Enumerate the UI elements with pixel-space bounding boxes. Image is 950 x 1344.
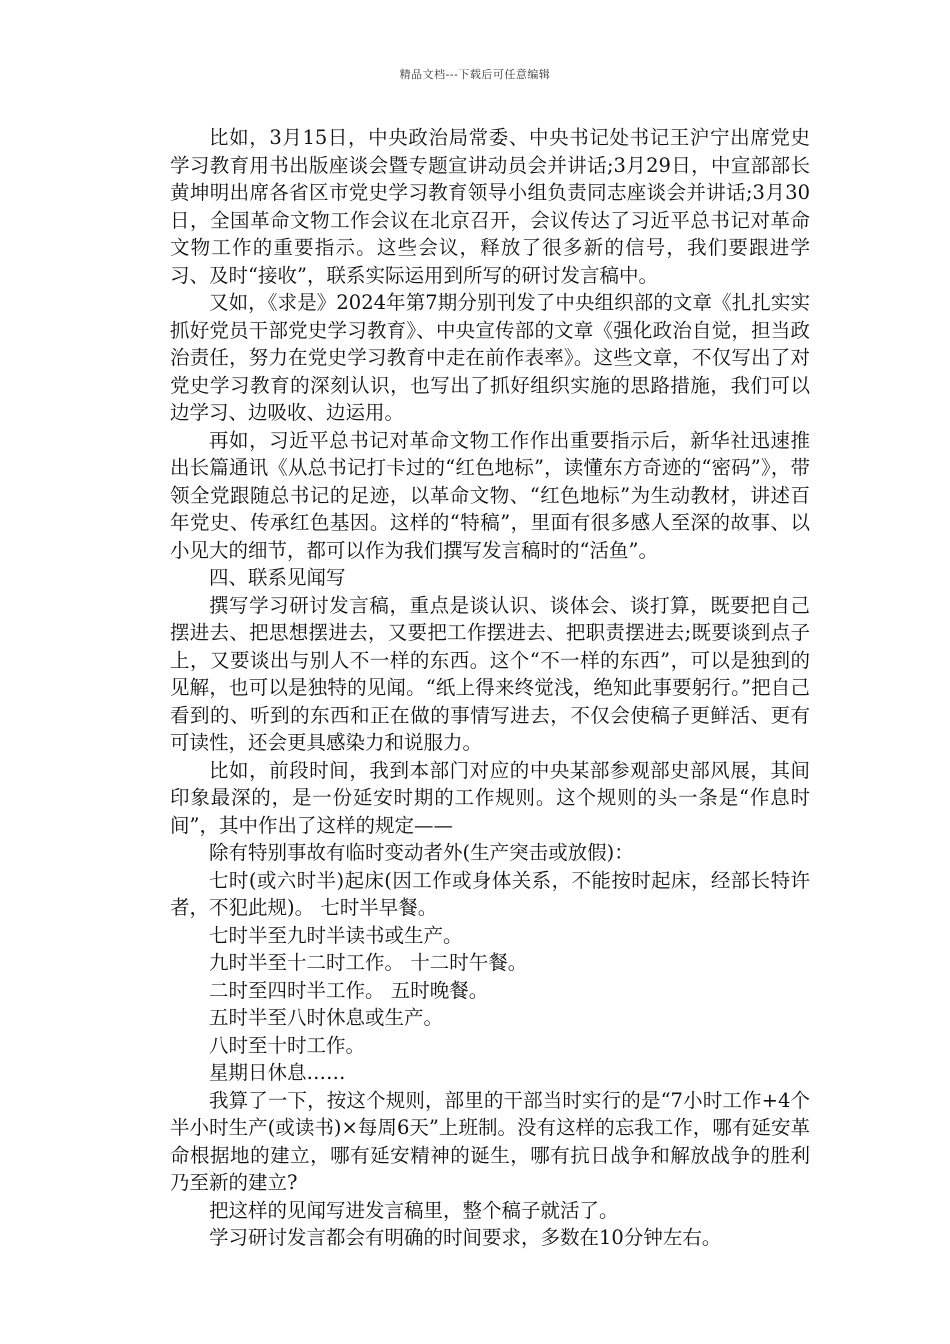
page-header: 精品文档---下载后可任意编辑 [399,68,551,81]
schedule-line: 九时半至十二时工作。 十二时午餐。 [209,951,528,974]
paragraph-meetings: 比如，3月15日，中央政治局常委、中央书记处书记王沪宁出席党史学习教育用书出版座谈会暨专题宣讲动员会并讲话;3月29日，中宣部部长黄坤明出席各省区市党史学习教育领导小组负责同志座谈会并讲话;3月30日，全国革命文物工作会议在北京召开，会议传达了习近平总书记对革命文物工作的重要指示。这些会议，释放了很多新的信号，我们要跟进学习、及时“接收”，联系实际运用到所写的研讨发言稿中。 [170,126,810,287]
paragraph-time-requirement: 学习研讨发言都会有明确的时间要求，多数在10分钟左右。 [209,1226,722,1249]
paragraph-qiushi: 又如，《求是》2024年第7期分别刊发了中央组织部的文章《扎扎实实抓好党员干部党史学习教育》、中央宣传部的文章《强化政治自觉，担当政治责任，努力在党史学习教育中走在前作表率》。这些文章，不仅写出了对党史学习教育的深刻认识，也写出了抓好组织实施的思路措施，我们可以边学习、边吸收、边运用。 [170,291,810,424]
document-body [170,124,810,1252]
schedule-line: 五时半至八时休息或生产。 [209,1006,444,1029]
section-heading: 四、联系见闻写 [209,566,346,589]
schedule-line: 八时至十时工作。 [209,1033,366,1057]
schedule-line: 二时至四时半工作。 五时晚餐。 [209,978,489,1002]
paragraph-xinhua: 再如，习近平总书记对革命文物工作作出重要指示后，新华社迅速推出长篇通讯《从总书记打卡过的“红色地标”，读懂东方奇迹的“密码”》，带领全党跟随总书记的足迹，以革命文物、“红色地标”为生动教材，讲述百年党史、传承红色基因。这样的“特稿”，里面有很多感人至深的故事、以小见大的细节，都可以作为我们撰写发言稿时的“活鱼”。 [170,428,810,562]
paragraph-writing: 撰写学习研讨发言稿，重点是谈认识、谈体会、谈打算，既要把自己摆进去、把思想摆进去，又要把工作摆进去、把职责摆进去;既要谈到点子上，又要谈出与别人不一样的东西。这个“不一样的东西”，可以是独到的见解，也可以是独特的见闻。“纸上得来终觉浅，绝知此事要躬行。”把自己看到的、听到的东西和正在做的事情写进去，不仅会使稿子更鲜活、更有可读性，还会更具感染力和说服力。 [170,593,810,754]
paragraph-conclusion: 把这样的见闻写进发言稿里，整个稿子就活了。 [209,1198,619,1222]
paragraph-exhibition: 比如，前段时间，我到本部门对应的中央某部参观部史部风展，其间印象最深的，是一份延安时期的工作规则。这个规则的头一条是“作息时间”，其中作出了这样的规定—— [170,758,810,837]
paragraph-calculation: 我算了一下，按这个规则，部里的干部当时实行的是“7小时工作+4个半小时生产(或读书)×每周6天”上班制。没有这样的忘我工作，哪有延安革命根据地的建立，哪有延安精神的诞生，哪有抗日战争和解放战争的胜利乃至新的建立? [170,1088,810,1194]
schedule-line: 七时半至九时半读书或生产。 [209,923,463,947]
schedule-line: 星期日休息…… [209,1061,346,1084]
schedule-line: 七时(或六时半)起床(因工作或身体关系，不能按时起床，经部长特许者，不犯此规)。 七时半早餐。 [170,868,810,919]
schedule-line: 除有特别事故有临时变动者外(生产突击或放假)： [209,841,634,864]
